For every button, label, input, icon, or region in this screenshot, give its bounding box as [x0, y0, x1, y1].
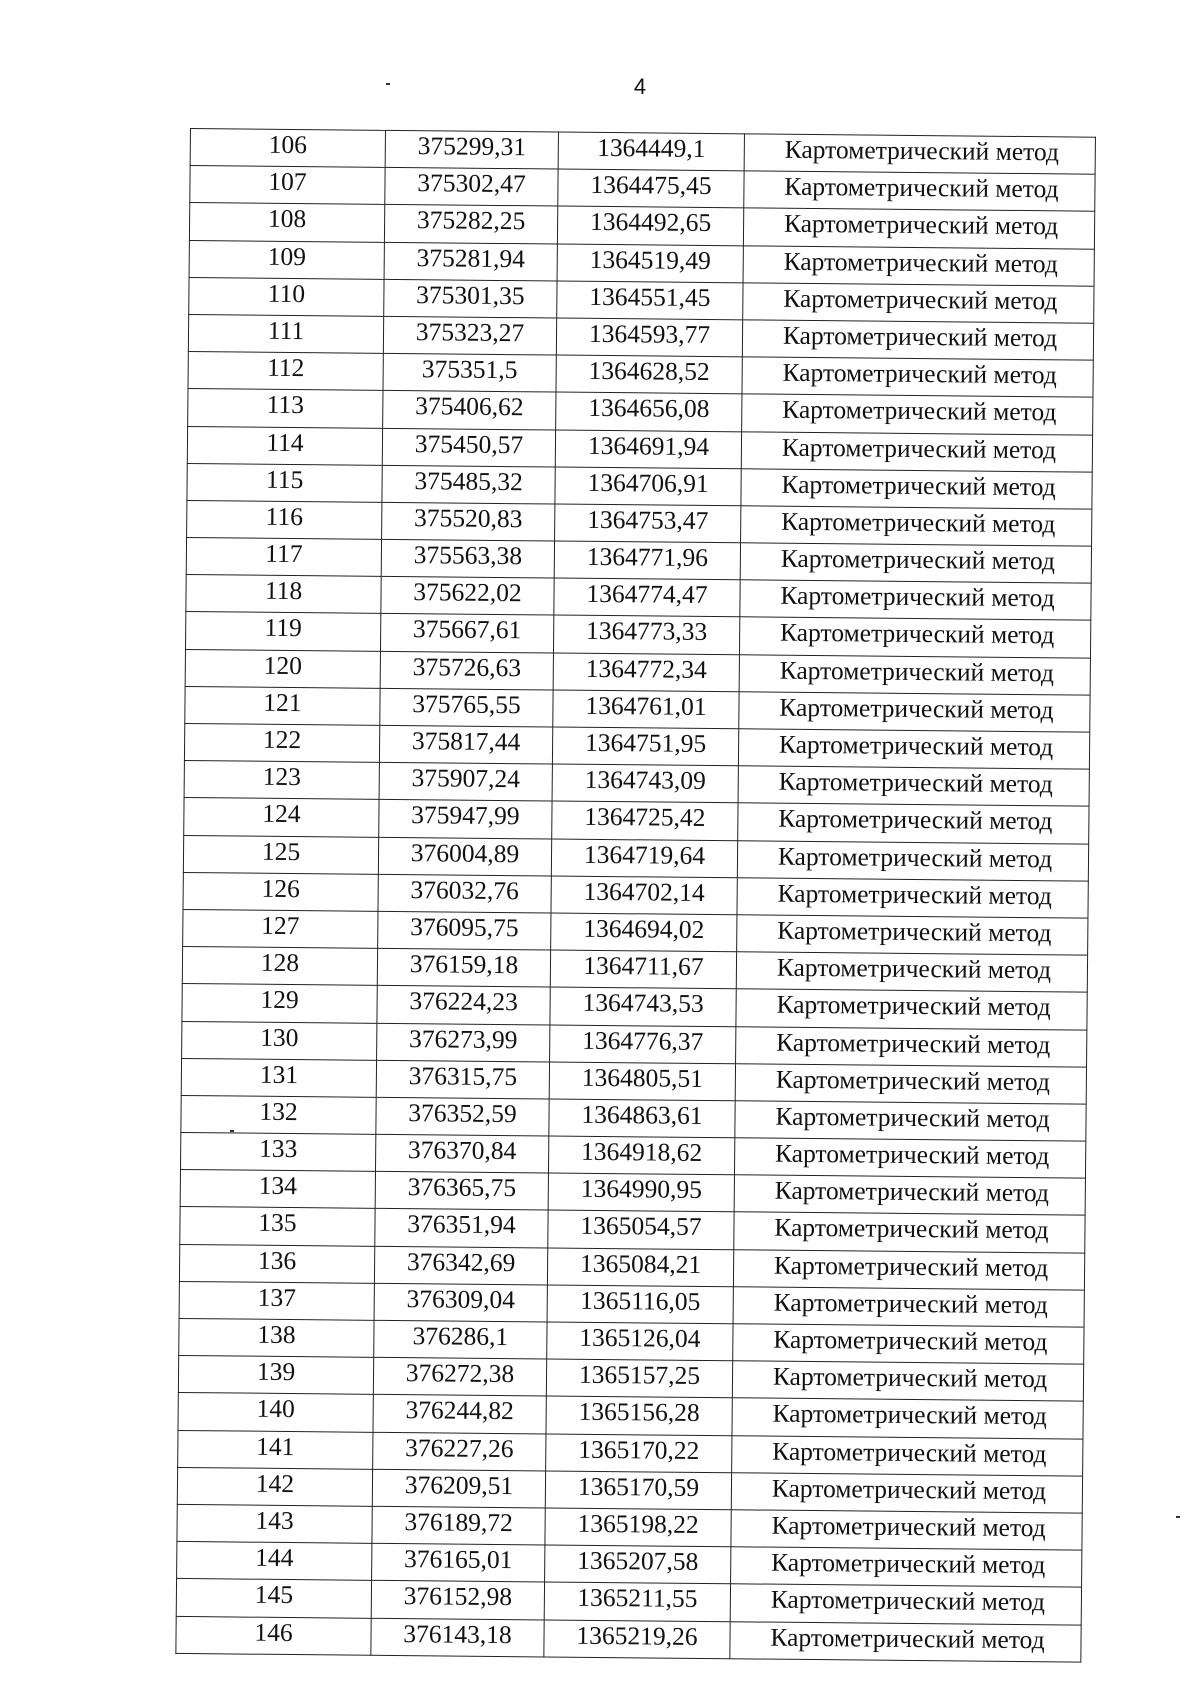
- method-cell: Картометрический метод: [742, 357, 1093, 398]
- method-cell: Картометрический метод: [731, 1510, 1082, 1551]
- method-cell: Картометрический метод: [733, 1287, 1084, 1328]
- y-coordinate-cell: 1364776,37: [550, 1024, 736, 1063]
- y-coordinate-cell: 1364743,53: [550, 987, 736, 1026]
- y-coordinate-cell: 1364719,64: [551, 839, 737, 878]
- point-number-cell: 115: [187, 463, 382, 502]
- y-coordinate-cell: 1364519,49: [557, 244, 743, 283]
- point-number-cell: 142: [177, 1467, 372, 1506]
- point-number-cell: 122: [184, 723, 379, 762]
- y-coordinate-cell: 1364772,34: [553, 653, 739, 692]
- x-coordinate-cell: 375301,35: [384, 279, 557, 318]
- x-coordinate-cell: 375667,61: [380, 614, 553, 653]
- method-cell: Картометрический метод: [735, 1063, 1086, 1104]
- point-number-cell: 143: [177, 1504, 372, 1543]
- point-number-cell: 124: [184, 798, 379, 837]
- coordinates-table-body: [176, 129, 1096, 1662]
- point-number-cell: 113: [188, 389, 383, 428]
- point-number-cell: 134: [180, 1170, 375, 1209]
- point-number-cell: 127: [183, 909, 378, 948]
- x-coordinate-cell: 375406,62: [383, 391, 556, 430]
- y-coordinate-cell: 1364761,01: [553, 690, 739, 729]
- x-coordinate-cell: 375351,5: [383, 353, 556, 392]
- method-cell: Картометрический метод: [741, 431, 1092, 472]
- scan-speck: [386, 83, 390, 85]
- x-coordinate-cell: 375302,47: [385, 168, 558, 207]
- method-cell: Картометрический метод: [740, 543, 1091, 584]
- y-coordinate-cell: 1364918,62: [548, 1136, 734, 1175]
- method-cell: Картометрический метод: [735, 1101, 1086, 1142]
- x-coordinate-cell: 375323,27: [383, 316, 556, 355]
- method-cell: Картометрический метод: [736, 1026, 1087, 1067]
- method-cell: Картометрический метод: [730, 1621, 1081, 1662]
- y-coordinate-cell: 1365211,55: [544, 1582, 730, 1621]
- method-cell: Картометрический метод: [733, 1249, 1084, 1290]
- x-coordinate-cell: 375299,31: [385, 130, 558, 169]
- method-cell: Картометрический метод: [742, 394, 1093, 435]
- method-cell: Картометрический метод: [737, 915, 1088, 956]
- point-number-cell: 131: [181, 1058, 376, 1097]
- x-coordinate-cell: 376273,99: [377, 1023, 550, 1062]
- method-cell: Картометрический метод: [738, 729, 1089, 770]
- y-coordinate-cell: 1364593,77: [556, 318, 742, 357]
- point-number-cell: 128: [182, 947, 377, 986]
- x-coordinate-cell: 375947,99: [379, 800, 552, 839]
- y-coordinate-cell: 1364753,47: [555, 504, 741, 543]
- y-coordinate-cell: 1364774,47: [554, 578, 740, 617]
- y-coordinate-cell: 1364773,33: [553, 615, 739, 654]
- y-coordinate-cell: 1365207,58: [545, 1545, 731, 1584]
- x-coordinate-cell: 375281,94: [384, 242, 557, 281]
- y-coordinate-cell: 1365219,26: [544, 1619, 730, 1658]
- point-number-cell: 144: [177, 1542, 372, 1581]
- y-coordinate-cell: 1364711,67: [550, 950, 736, 989]
- x-coordinate-cell: 376227,26: [373, 1432, 546, 1471]
- method-cell: Картометрический метод: [731, 1473, 1082, 1514]
- method-cell: Картометрический метод: [734, 1175, 1085, 1216]
- y-coordinate-cell: 1365170,59: [545, 1471, 731, 1510]
- method-cell: Картометрический метод: [737, 878, 1088, 919]
- method-cell: Картометрический метод: [744, 134, 1095, 175]
- y-coordinate-cell: 1365198,22: [545, 1508, 731, 1547]
- x-coordinate-cell: 376370,84: [375, 1134, 548, 1173]
- y-coordinate-cell: 1364751,95: [552, 727, 738, 766]
- point-number-cell: 116: [187, 500, 382, 539]
- y-coordinate-cell: 1364805,51: [549, 1062, 735, 1101]
- x-coordinate-cell: 376152,98: [371, 1581, 544, 1620]
- y-coordinate-cell: 1364492,65: [557, 206, 743, 245]
- y-coordinate-cell: 1364475,45: [558, 169, 744, 208]
- x-coordinate-cell: 375622,02: [381, 577, 554, 616]
- x-coordinate-cell: 375817,44: [379, 725, 552, 764]
- point-number-cell: 123: [184, 761, 379, 800]
- y-coordinate-cell: 1365084,21: [547, 1248, 733, 1287]
- x-coordinate-cell: 376004,89: [378, 837, 551, 876]
- point-number-cell: 146: [176, 1616, 371, 1655]
- x-coordinate-cell: 376286,1: [374, 1320, 547, 1359]
- y-coordinate-cell: 1365157,25: [546, 1359, 732, 1398]
- method-cell: Картометрический метод: [736, 989, 1087, 1030]
- method-cell: Картометрический метод: [742, 320, 1093, 361]
- x-coordinate-cell: 375765,55: [380, 688, 553, 727]
- method-cell: Картометрический метод: [730, 1584, 1081, 1625]
- x-coordinate-cell: 375563,38: [381, 539, 554, 578]
- y-coordinate-cell: 1364656,08: [556, 392, 742, 431]
- method-cell: Картометрический метод: [739, 654, 1090, 695]
- point-number-cell: 125: [183, 835, 378, 874]
- x-coordinate-cell: 376352,59: [376, 1097, 549, 1136]
- table-row: [176, 1616, 1081, 1662]
- x-coordinate-cell: 376351,94: [375, 1209, 548, 1248]
- point-number-cell: 117: [186, 538, 381, 577]
- y-coordinate-cell: 1364702,14: [551, 876, 737, 915]
- point-number-cell: 135: [180, 1207, 375, 1246]
- point-number-cell: 140: [178, 1393, 373, 1432]
- point-number-cell: 136: [179, 1244, 374, 1283]
- method-cell: Картометрический метод: [737, 840, 1088, 881]
- method-cell: Картометрический метод: [739, 692, 1090, 733]
- x-coordinate-cell: 376165,01: [372, 1543, 545, 1582]
- method-cell: Картометрический метод: [734, 1212, 1085, 1253]
- point-number-cell: 119: [185, 612, 380, 651]
- x-coordinate-cell: 376309,04: [374, 1283, 547, 1322]
- y-coordinate-cell: 1364990,95: [548, 1173, 734, 1212]
- y-coordinate-cell: 1364449,1: [558, 132, 744, 171]
- point-number-cell: 121: [185, 686, 380, 725]
- x-coordinate-cell: 376143,18: [371, 1618, 544, 1657]
- method-cell: Картометрический метод: [733, 1324, 1084, 1365]
- y-coordinate-cell: 1364771,96: [554, 541, 740, 580]
- y-coordinate-cell: 1364706,91: [555, 467, 741, 506]
- x-coordinate-cell: 375282,25: [384, 205, 557, 244]
- method-cell: Картометрический метод: [743, 283, 1094, 324]
- method-cell: Картометрический метод: [744, 171, 1095, 212]
- y-coordinate-cell: 1364743,09: [552, 764, 738, 803]
- coordinates-table: [175, 128, 1096, 1662]
- method-cell: Картометрический метод: [736, 952, 1087, 993]
- point-number-cell: 132: [181, 1095, 376, 1134]
- x-coordinate-cell: 376342,69: [374, 1246, 547, 1285]
- x-coordinate-cell: 376244,82: [373, 1395, 546, 1434]
- y-coordinate-cell: 1365126,04: [547, 1322, 733, 1361]
- point-number-cell: 110: [189, 277, 384, 316]
- method-cell: Картометрический метод: [741, 468, 1092, 509]
- point-number-cell: 137: [179, 1281, 374, 1320]
- x-coordinate-cell: 376365,75: [375, 1172, 548, 1211]
- method-cell: Картометрический метод: [734, 1138, 1085, 1179]
- y-coordinate-cell: 1365116,05: [547, 1285, 733, 1324]
- x-coordinate-cell: 376224,23: [377, 986, 550, 1025]
- x-coordinate-cell: 375907,24: [379, 763, 552, 802]
- page-number: 4: [633, 74, 647, 99]
- y-coordinate-cell: 1364725,42: [552, 801, 738, 840]
- y-coordinate-cell: 1364863,61: [549, 1099, 735, 1138]
- point-number-cell: 107: [190, 166, 385, 205]
- point-number-cell: 133: [181, 1133, 376, 1172]
- method-cell: Картометрический метод: [732, 1435, 1083, 1476]
- method-cell: Картометрический метод: [739, 617, 1090, 658]
- method-cell: Картометрический метод: [731, 1547, 1082, 1588]
- x-coordinate-cell: 376272,38: [373, 1358, 546, 1397]
- method-cell: Картометрический метод: [732, 1398, 1083, 1439]
- x-coordinate-cell: 375726,63: [380, 651, 553, 690]
- method-cell: Картометрический метод: [743, 208, 1094, 249]
- method-cell: Картометрический метод: [738, 766, 1089, 807]
- point-number-cell: 138: [179, 1318, 374, 1357]
- x-coordinate-cell: 375450,57: [382, 428, 555, 467]
- point-number-cell: 118: [186, 575, 381, 614]
- y-coordinate-cell: 1364694,02: [551, 913, 737, 952]
- point-number-cell: 106: [190, 129, 385, 168]
- point-number-cell: 141: [178, 1430, 373, 1469]
- y-coordinate-cell: 1365054,57: [548, 1210, 734, 1249]
- y-coordinate-cell: 1364628,52: [556, 355, 742, 394]
- point-number-cell: 111: [188, 314, 383, 353]
- x-coordinate-cell: 376032,76: [378, 874, 551, 913]
- y-coordinate-cell: 1365156,28: [546, 1396, 732, 1435]
- method-cell: Картометрический метод: [732, 1361, 1083, 1402]
- x-coordinate-cell: 376095,75: [378, 911, 551, 950]
- y-coordinate-cell: 1364551,45: [557, 281, 743, 320]
- point-number-cell: 139: [178, 1356, 373, 1395]
- point-number-cell: 130: [182, 1021, 377, 1060]
- x-coordinate-cell: 375520,83: [382, 502, 555, 541]
- method-cell: Картометрический метод: [743, 245, 1094, 286]
- y-coordinate-cell: 1365170,22: [546, 1434, 732, 1473]
- method-cell: Картометрический метод: [738, 803, 1089, 844]
- x-coordinate-cell: 376209,51: [372, 1469, 545, 1508]
- x-coordinate-cell: 376159,18: [377, 948, 550, 987]
- point-number-cell: 129: [182, 984, 377, 1023]
- scan-speck: [1176, 1516, 1180, 1518]
- method-cell: Картометрический метод: [740, 580, 1091, 621]
- point-number-cell: 145: [176, 1579, 371, 1618]
- point-number-cell: 114: [187, 426, 382, 465]
- point-number-cell: 108: [189, 203, 384, 242]
- x-coordinate-cell: 376189,72: [372, 1506, 545, 1545]
- point-number-cell: 120: [185, 649, 380, 688]
- point-number-cell: 112: [188, 352, 383, 391]
- point-number-cell: 126: [183, 872, 378, 911]
- point-number-cell: 109: [189, 240, 384, 279]
- x-coordinate-cell: 375485,32: [382, 465, 555, 504]
- x-coordinate-cell: 376315,75: [376, 1060, 549, 1099]
- method-cell: Картометрический метод: [741, 506, 1092, 547]
- y-coordinate-cell: 1364691,94: [555, 430, 741, 469]
